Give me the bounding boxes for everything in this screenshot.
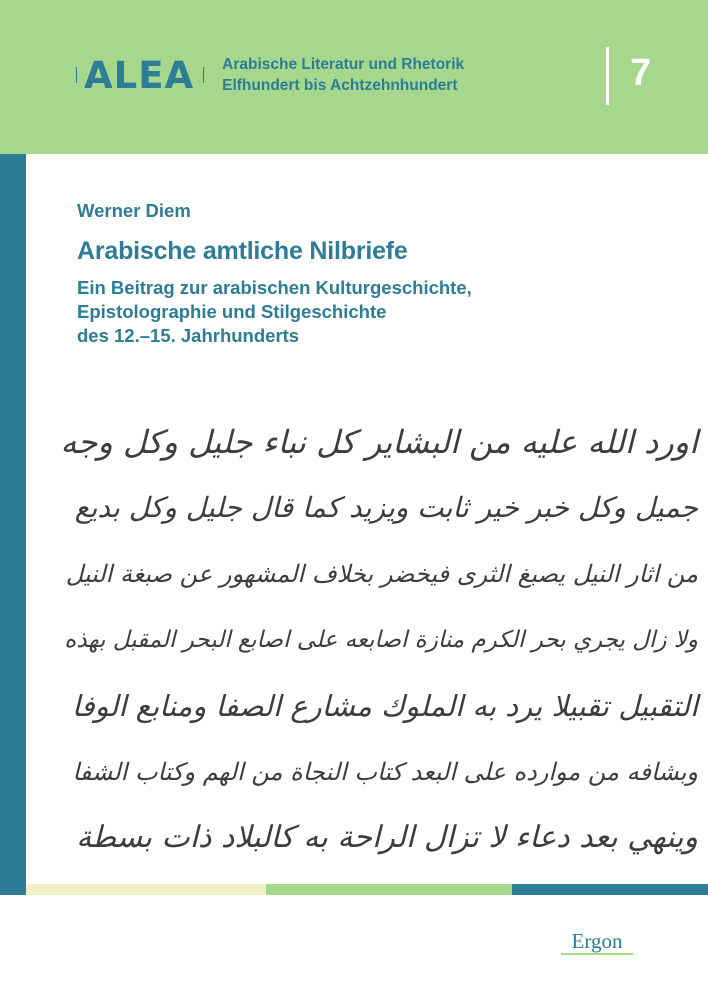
footer-stripe-green: [266, 884, 512, 895]
manuscript-line: اورد الله عليه من البشاير كل نباء جليل وكل وجه: [60, 423, 698, 461]
series-title: [222, 54, 464, 96]
publisher-name: Ergon: [571, 929, 623, 953]
manuscript-line: ولا زال يجري بحر الكرم منازة اصابعه على اصابع البحر المقبل بهذه: [64, 627, 698, 653]
volume-number: 7: [630, 52, 652, 94]
volume-separator: [606, 47, 609, 105]
manuscript-line: وبشافه من موارده على البعد كتاب النجاة من الهم وكتاب الشفا: [72, 758, 698, 786]
book-title: Arabische amtliche Nilbriefe: [77, 237, 408, 265]
arabic-manuscript-image: [58, 413, 698, 873]
footer-stripe-cream: [26, 884, 266, 895]
manuscript-line: التقبيل تقبيلا يرد به الملوك مشارع الصفا ومنابع الوفا: [71, 689, 698, 723]
publisher-logo: [561, 930, 633, 955]
author-name: Werner Diem: [77, 200, 191, 221]
manuscript-line: وينهي بعد دعاء لا تزال الراحة به كالبلاد ذات بسطة: [76, 820, 698, 855]
series-header-band: [0, 0, 708, 154]
manuscript-line: من اثار النيل يصبغ الثرى فيخضر بخلاف المشهور عن صبغة النيل: [65, 560, 698, 588]
cover-text: [77, 200, 687, 348]
series-abbreviation: ALEA: [84, 53, 195, 97]
subtitle-line-2: Epistolographie und Stilgeschichte: [77, 301, 387, 322]
manuscript-line: جميل وكل خبر خير ثابت ويزيد كما قال جليل وكل بديع: [74, 491, 698, 524]
subtitle-line-1: Ein Beitrag zur arabischen Kulturgeschichte,: [77, 277, 472, 298]
series-title-line-2: Elfhundert bis Achtzehnhundert: [222, 77, 458, 94]
series-logo: [76, 46, 464, 104]
series-title-line-1: Arabische Literatur und Rhetorik: [222, 56, 465, 73]
subtitle-line-3: des 12.–15. Jahrhunderts: [77, 325, 300, 346]
publisher-underline: [561, 953, 633, 955]
book-subtitle: [77, 276, 687, 348]
logo-left-tick: [76, 67, 77, 83]
left-spine-bar: [0, 154, 26, 895]
logo-right-tick: [203, 67, 204, 83]
footer-stripe-teal: [512, 884, 708, 895]
